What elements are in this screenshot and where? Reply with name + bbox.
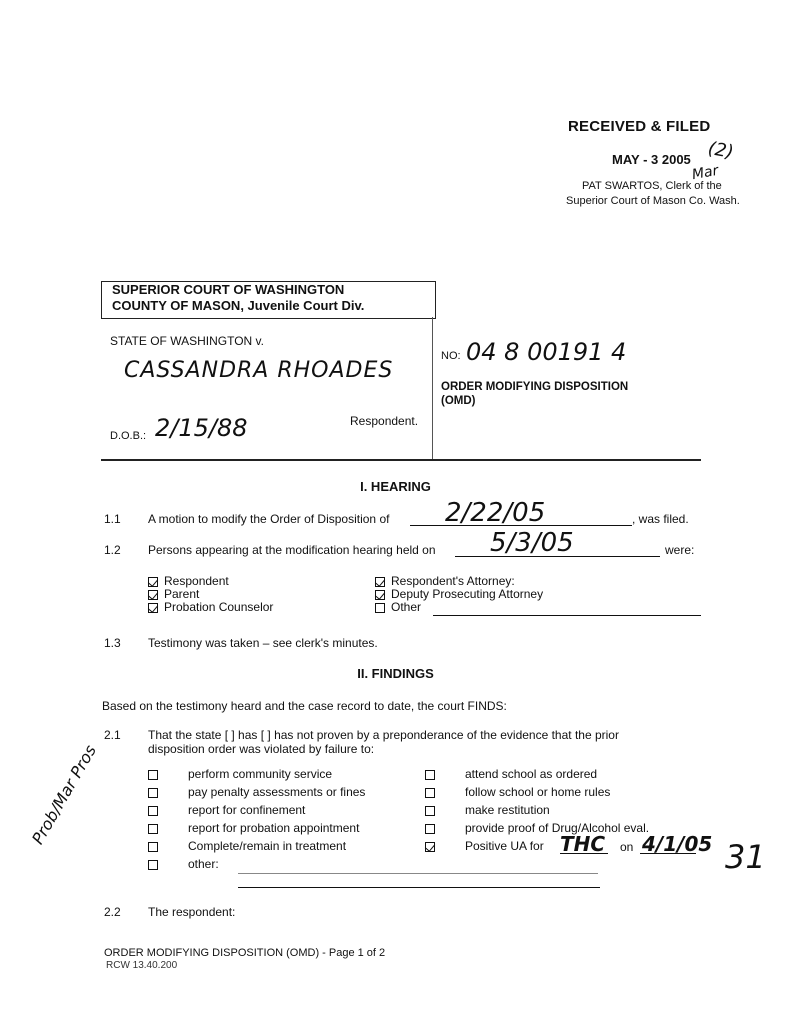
violations-left (148, 765, 365, 873)
checkbox-unchecked[interactable] (148, 842, 158, 852)
violation-item[interactable] (148, 855, 365, 873)
handwritten-note: (2) (706, 137, 736, 164)
item-2-1-line-2: disposition order was violated by failure to: (148, 742, 375, 756)
checkbox-checked[interactable] (425, 842, 435, 852)
person-label: Other (391, 600, 422, 614)
received-stamp-title: RECEIVED & FILED (568, 118, 711, 135)
violation-label: perform community service (188, 767, 333, 781)
violation-item[interactable] (148, 819, 365, 837)
checkbox-unchecked[interactable] (425, 788, 435, 798)
ua-on-label: on (620, 840, 634, 854)
checkbox-checked[interactable] (148, 577, 158, 587)
violation-label: follow school or home rules (465, 785, 611, 799)
respondent-label: Respondent. (350, 414, 419, 428)
violation-label: report for confinement (188, 803, 306, 817)
violation-item-positive-ua[interactable] (425, 837, 649, 855)
checkbox-unchecked[interactable] (375, 603, 385, 613)
document-title-line-2: (OMD) (441, 395, 476, 407)
dob-label: D.O.B.: (110, 430, 147, 442)
person-probation-counselor[interactable] (148, 601, 273, 614)
checkbox-unchecked[interactable] (148, 860, 158, 870)
section-hearing-heading: I. HEARING (360, 479, 431, 494)
violation-label: report for probation appointment (188, 821, 360, 835)
document-title-line-1: ORDER MODIFYING DISPOSITION (441, 381, 629, 393)
item-1-2-suffix: were: (665, 543, 695, 557)
violation-item[interactable] (148, 765, 365, 783)
caption-divider (432, 317, 433, 461)
checkbox-checked[interactable] (148, 603, 158, 613)
violation-label: pay penalty assessments or fines (188, 785, 366, 799)
page-mark: 31 (725, 838, 766, 876)
item-1-3-num: 1.3 (104, 636, 121, 650)
findings-intro: Based on the testimony heard and the case record to date, the court FINDS: (102, 699, 507, 713)
document-title (441, 380, 628, 408)
item-1-2-num: 1.2 (104, 543, 121, 557)
violation-label: make restitution (465, 803, 550, 817)
item-2-1-line-1: That the state [ ] has [ ] has not proven by a preponderance of the evidence that the prior (148, 728, 619, 742)
violation-item[interactable] (148, 837, 365, 855)
person-label: Deputy Prosecuting Attorney (391, 587, 544, 601)
violations-right (425, 765, 649, 855)
checkbox-unchecked[interactable] (148, 770, 158, 780)
violation-label: Complete/remain in treatment (188, 839, 347, 853)
violation-label: attend school as ordered (465, 767, 598, 781)
person-other[interactable] (375, 601, 543, 614)
other-blank-1 (238, 872, 598, 874)
clerk-line-2: Superior Court of Mason Co. Wash. (566, 195, 740, 207)
checkbox-checked[interactable] (148, 590, 158, 600)
other-blank-2 (238, 886, 600, 888)
margin-side-note: Prob/Mar Pros (28, 741, 101, 848)
ua-substance: THC (560, 832, 606, 856)
item-1-2-text: Persons appearing at the modification hearing held on (148, 543, 436, 557)
item-1-3-text: Testimony was taken – see clerk's minutes. (148, 636, 378, 650)
checkbox-unchecked[interactable] (425, 806, 435, 816)
state-v-label: STATE OF WASHINGTON v. (110, 334, 265, 348)
court-line-1: SUPERIOR COURT OF WASHINGTON (112, 282, 345, 297)
violation-item[interactable] (148, 801, 365, 819)
person-label: Respondent's Attorney: (391, 574, 515, 588)
violation-item[interactable] (425, 819, 649, 837)
court-line-2: COUNTY OF MASON, Juvenile Court Div. (112, 298, 365, 313)
item-1-1-text: A motion to modify the Order of Disposition of (148, 512, 390, 526)
motion-date: 2/22/05 (445, 498, 546, 528)
item-2-1-num: 2.1 (104, 728, 121, 742)
checkbox-unchecked[interactable] (148, 788, 158, 798)
persons-left (148, 575, 273, 614)
received-stamp-date: MAY - 3 2005 (612, 152, 691, 167)
footer-rcw: RCW 13.40.200 (106, 960, 178, 971)
checkbox-unchecked[interactable] (425, 824, 435, 834)
violation-item[interactable] (425, 783, 649, 801)
case-number: 04 8 00191 4 (466, 338, 627, 366)
court-header-box (101, 281, 436, 319)
violation-item[interactable] (148, 783, 365, 801)
person-label: Parent (164, 587, 200, 601)
respondent-name: CASSANDRA RHOADES (124, 358, 394, 383)
ua-date: 4/1/05 (642, 832, 713, 856)
violation-item[interactable] (425, 765, 649, 783)
violation-label: Positive UA for (465, 839, 544, 853)
item-2-2-num: 2.2 (104, 905, 121, 919)
checkbox-unchecked[interactable] (425, 770, 435, 780)
section-findings-heading: II. FINDINGS (357, 666, 434, 681)
handwritten-initials: Mar (690, 162, 720, 184)
item-2-2-text: The respondent: (148, 905, 236, 919)
person-label: Respondent (164, 574, 229, 588)
persons-right (375, 575, 543, 614)
item-1-1-suffix: , was filed. (632, 512, 689, 526)
checkbox-unchecked[interactable] (148, 806, 158, 816)
violation-item[interactable] (425, 801, 649, 819)
footer-title: ORDER MODIFYING DISPOSITION (OMD) - Page 1 of 2 (104, 947, 386, 959)
dob-value: 2/15/88 (155, 414, 248, 442)
caption-rule (101, 459, 701, 461)
other-blank (433, 614, 701, 616)
violation-label: provide proof of Drug/Alcohol eval. (465, 821, 650, 835)
person-label: Probation Counselor (164, 600, 274, 614)
checkbox-unchecked[interactable] (148, 824, 158, 834)
case-no-label: NO: (441, 350, 461, 362)
clerk-line-1: PAT SWARTOS, Clerk of the (582, 180, 722, 192)
item-1-1-num: 1.1 (104, 512, 121, 526)
hearing-date: 5/3/05 (490, 528, 574, 558)
violation-label: other: (188, 857, 219, 871)
checkbox-checked[interactable] (375, 590, 385, 600)
checkbox-checked[interactable] (375, 577, 385, 587)
